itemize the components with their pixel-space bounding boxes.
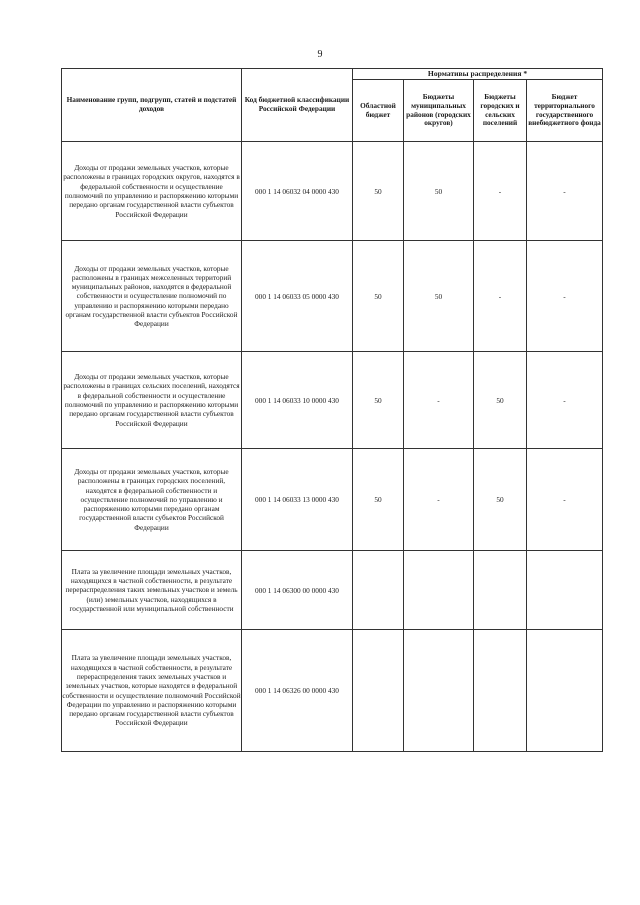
revenue-name: Плата за увеличение площади земельных участков, находящихся в частной собственности, в результате перераспределения таких земельных участков и земель (или) земельных участков, находящихся в государственной или муниципальной собственности bbox=[62, 551, 242, 630]
revenue-name: Доходы от продажи земельных участков, которые расположены в границах городских округов, находятся в федеральной собственности и осуществление полномочий по управлению и распоряжению которыми передано органам государственной власти субъектов Российской Федерации bbox=[62, 142, 242, 241]
settlement-value bbox=[474, 630, 527, 752]
municipal-value: 50 bbox=[404, 142, 474, 241]
settlement-value: - bbox=[474, 142, 527, 241]
budget-code: 000 1 14 06033 10 0000 430 bbox=[242, 352, 353, 449]
regional-value: 50 bbox=[353, 352, 404, 449]
municipal-value: - bbox=[404, 449, 474, 551]
revenue-name: Доходы от продажи земельных участков, которые расположены в границах сельских поселений, находятся в федеральной собственности и осуществление полномочий по управлению и распоряжению которыми передано органам государственной власти субъектов Российской Федерации bbox=[62, 352, 242, 449]
table-row bbox=[62, 352, 603, 449]
regional-value bbox=[353, 551, 404, 630]
table-row bbox=[62, 630, 603, 752]
settlement-value bbox=[474, 551, 527, 630]
fund-value bbox=[527, 630, 603, 752]
regional-value: 50 bbox=[353, 449, 404, 551]
fund-value: - bbox=[527, 142, 603, 241]
municipal-value bbox=[404, 551, 474, 630]
budget-code: 000 1 14 06326 00 0000 430 bbox=[242, 630, 353, 752]
budget-code: 000 1 14 06033 13 0000 430 bbox=[242, 449, 353, 551]
table-row bbox=[62, 142, 603, 241]
regional-value: 50 bbox=[353, 241, 404, 352]
revenue-distribution-table bbox=[61, 68, 603, 752]
table-header-row bbox=[62, 69, 603, 80]
budget-code: 000 1 14 06032 04 0000 430 bbox=[242, 142, 353, 241]
regional-value bbox=[353, 630, 404, 752]
header-code-column: Код бюджетной классификации Российской Федерации bbox=[242, 69, 353, 142]
header-extrabudgetary-fund: Бюджет территориального государственного внебюджетного фонда bbox=[527, 80, 603, 142]
revenue-name: Доходы от продажи земельных участков, которые расположены в границах городских поселений, находятся в федеральной собственности и осуществление полномочий по управлению и распоряжению которыми передано органам государственной власти субъектов Российской Федерации bbox=[62, 449, 242, 551]
fund-value: - bbox=[527, 241, 603, 352]
fund-value: - bbox=[527, 352, 603, 449]
header-name-column: Наименование групп, подгрупп, статей и подстатей доходов bbox=[62, 69, 242, 142]
regional-value: 50 bbox=[353, 142, 404, 241]
table-row bbox=[62, 449, 603, 551]
budget-code: 000 1 14 06033 05 0000 430 bbox=[242, 241, 353, 352]
revenue-name: Плата за увеличение площади земельных участков, находящихся в частной собственности, в результате перераспределения таких земельных участков и земельных участков, которые находятся в федеральной собственности и осуществление полномочий Российской Федерации по управлению и распоряжению которыми передано органам государственной власти субъектов Российской Федерации bbox=[62, 630, 242, 752]
table-row bbox=[62, 241, 603, 352]
settlement-value: 50 bbox=[474, 352, 527, 449]
settlement-value: 50 bbox=[474, 449, 527, 551]
header-regional-budget: Областной бюджет bbox=[353, 80, 404, 142]
page-number: 9 bbox=[317, 49, 323, 60]
municipal-value: 50 bbox=[404, 241, 474, 352]
fund-value: - bbox=[527, 449, 603, 551]
municipal-value bbox=[404, 630, 474, 752]
budget-code: 000 1 14 06300 00 0000 430 bbox=[242, 551, 353, 630]
header-municipal-budgets: Бюджеты муниципальных районов (городских округов) bbox=[404, 80, 474, 142]
header-settlement-budgets: Бюджеты городских и сельских поселений bbox=[474, 80, 527, 142]
settlement-value: - bbox=[474, 241, 527, 352]
municipal-value: - bbox=[404, 352, 474, 449]
fund-value bbox=[527, 551, 603, 630]
table-row bbox=[62, 551, 603, 630]
revenue-name: Доходы от продажи земельных участков, которые расположены в границах межселенных территорий муниципальных районов, находятся в федеральной собственности и осуществление полномочий по управлению и распоряжению которыми передано органам государственной власти субъектов Российской Федерации bbox=[62, 241, 242, 352]
header-norms: Нормативы распределения * bbox=[353, 69, 603, 80]
